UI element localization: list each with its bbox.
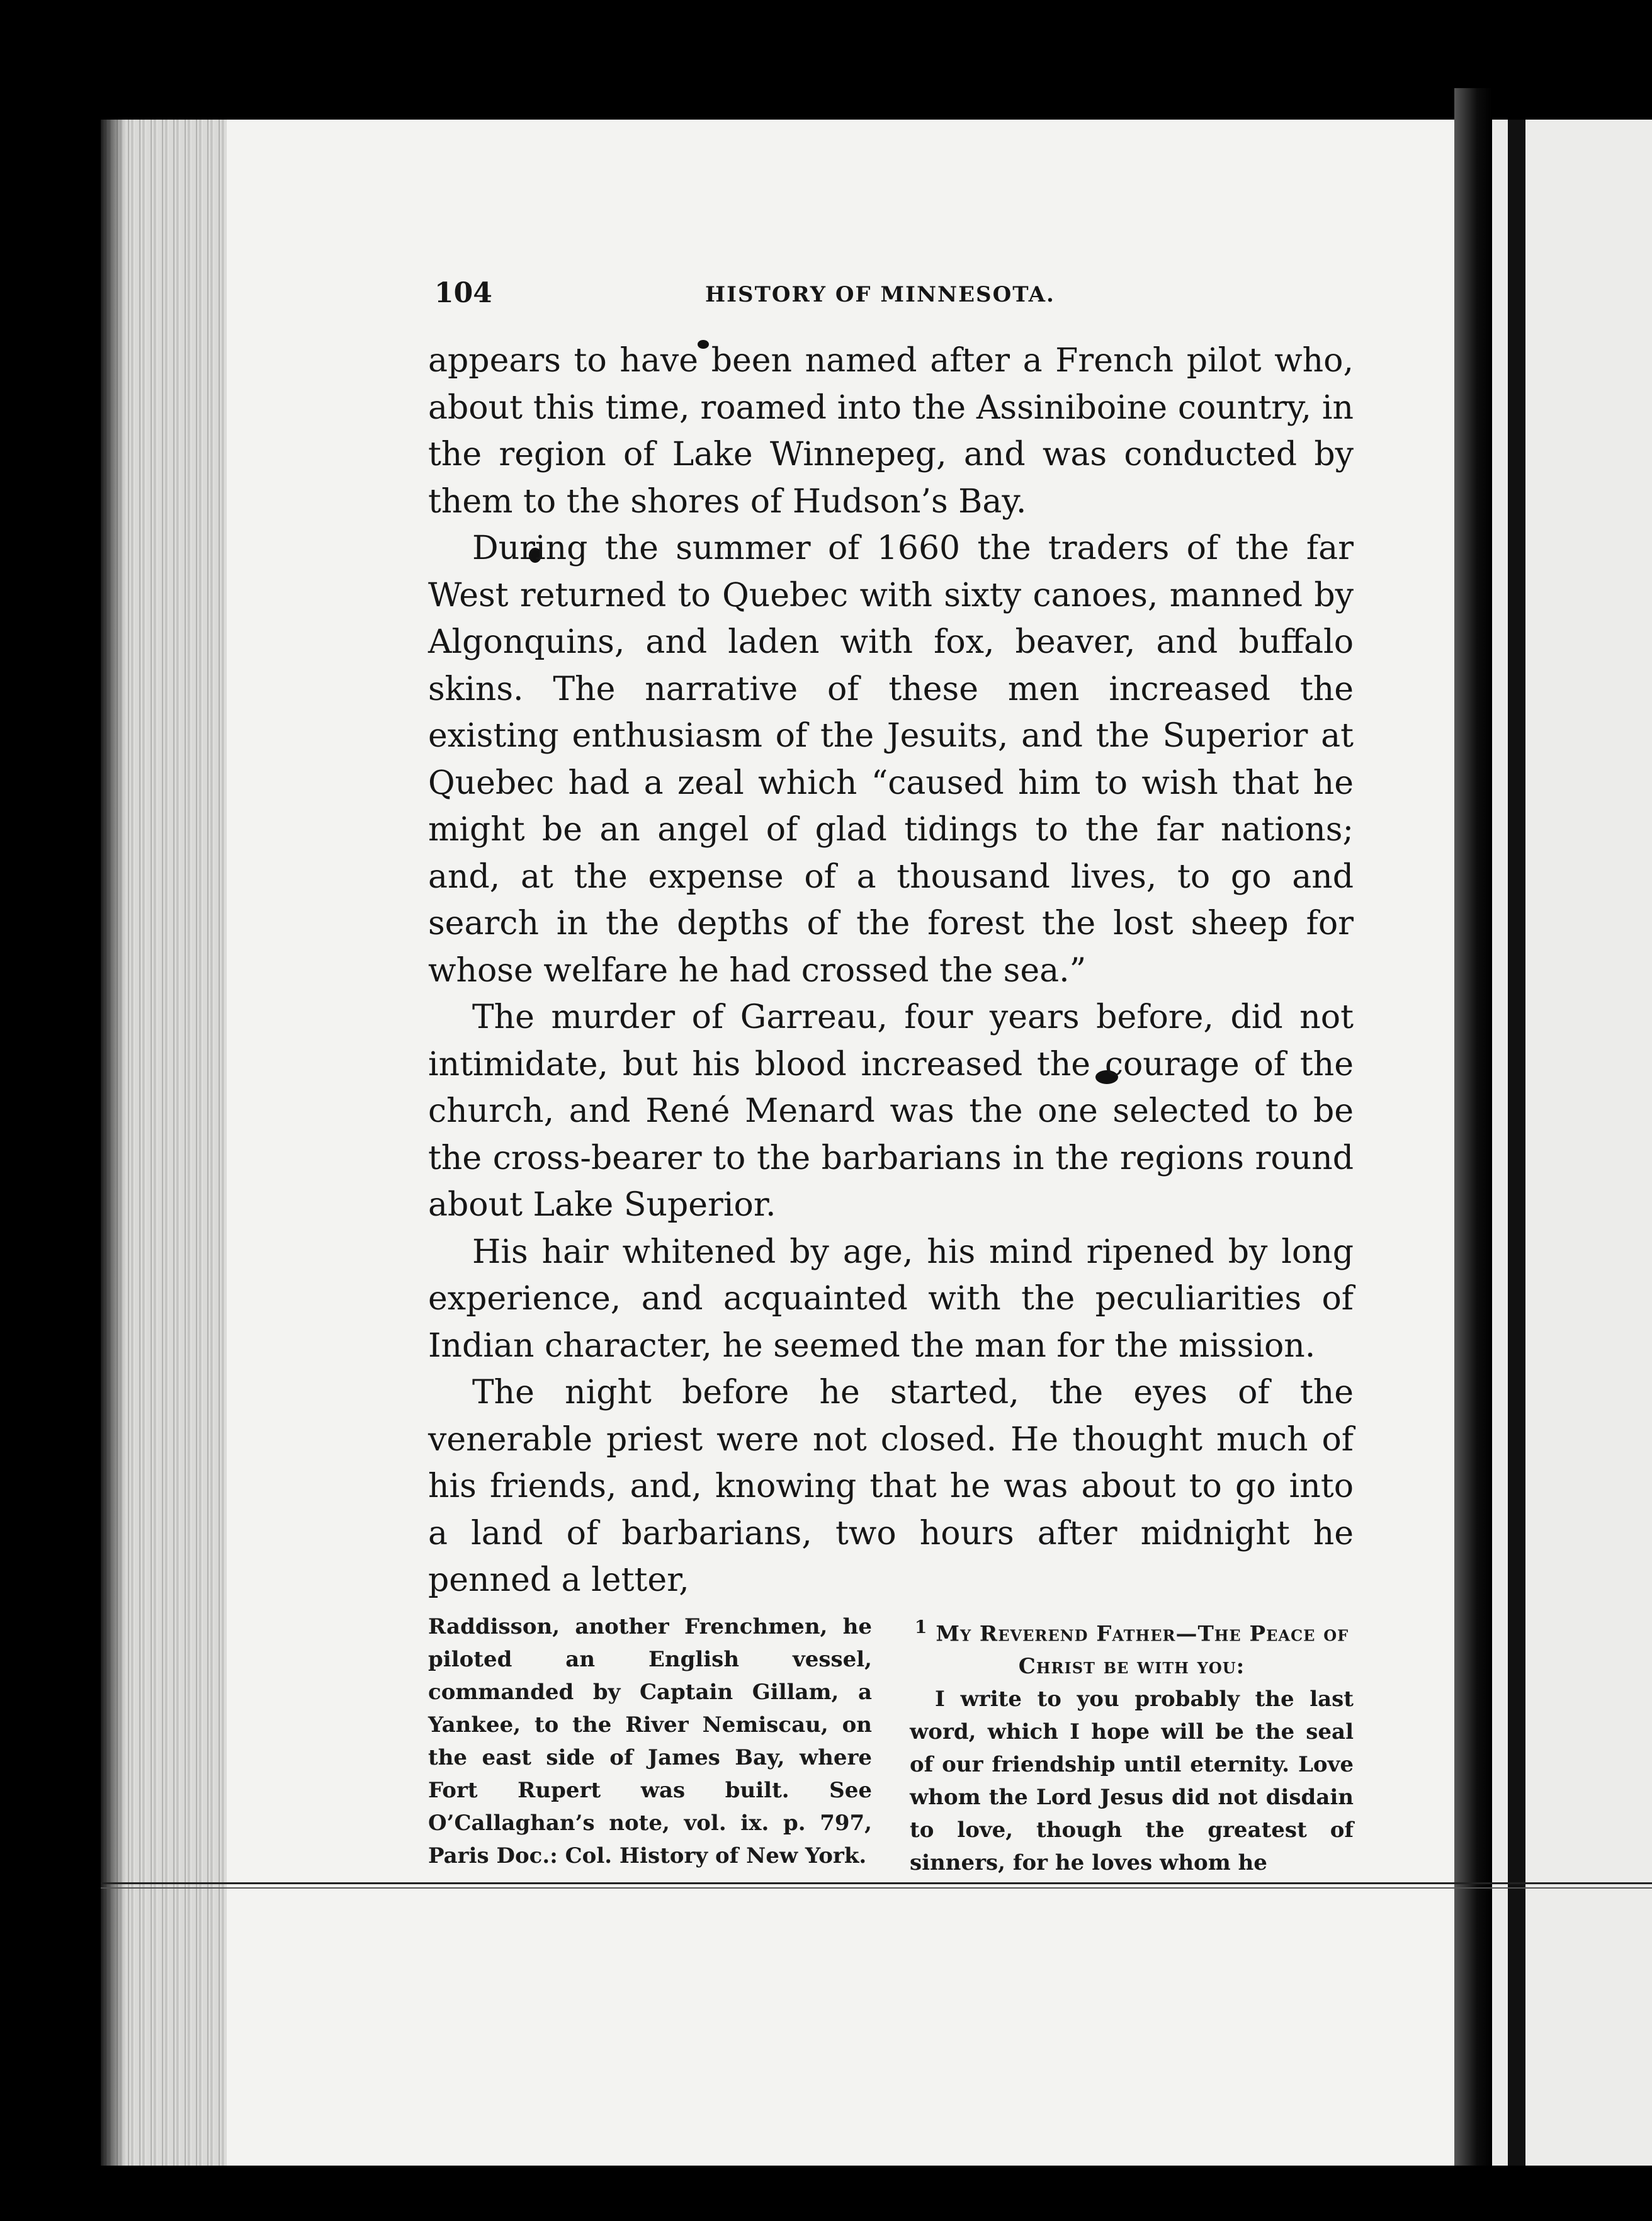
running-title: HISTORY OF MINNESOTA. <box>705 282 1055 307</box>
footnote-right-heading <box>910 1610 1354 1683</box>
body-text <box>428 337 1354 1604</box>
binding-gutter <box>1454 88 1492 2166</box>
paragraph: The night before he started, the eyes of the venerable priest were not closed. He thought much of his friends, and, knowing that he was about to go into a land of barbarians, two hours after midnight he penned a letter, <box>428 1374 1354 1599</box>
paragraph: appears to have been named after a French pilot who, about this time, roamed into the Assiniboine country, in the region of Lake Winnepeg, and was conducted by them to the shores of Hudson’s Bay. <box>428 342 1354 521</box>
crop-line-secondary <box>101 1887 1652 1889</box>
footnote-right <box>910 1610 1354 1879</box>
footnote-right-text: I write to you probably the last word, which I hope will be the seal of our friendship until eternity. Love whom the Lord Jesus did not disdain to love, though the greatest of sinners, for he loves whom he <box>910 1687 1354 1876</box>
page-header <box>428 277 1354 334</box>
footnote-left-text: Raddisson, another Frenchmen, he piloted an English vessel, commanded by Captain Gillam, a Yankee, to the River Nemiscau, on the east side of James Bay, where Fort Rupert was built. See O’Callaghan’s note, vol. ix. p. 797, Paris Doc.: Col. History of New York. <box>428 1614 872 1868</box>
footnotes <box>428 1610 1354 1879</box>
paragraph: His hair whitened by age, his mind ripened by long experience, and acquainted with the peculiarities of Indian character, he seemed the man for the mission. <box>428 1233 1354 1365</box>
facing-page-shadow <box>1508 120 1525 2166</box>
crop-line <box>101 1882 1652 1884</box>
footnote-heading-text: My Reverend Father—The Peace of Christ be with you: <box>936 1621 1349 1680</box>
page-content <box>428 277 1354 1876</box>
page-number: 104 <box>434 277 492 309</box>
paragraph: The murder of Garreau, four years before, did not intimidate, but his blood increased the courage of the church, and René Menard was the one selected to be the cross-bearer to the barbarians in the regions round about Lake Superior. <box>428 998 1354 1224</box>
paragraph: During the summer of 1660 the traders of the far West returned to Quebec with sixty canoes, manned by Algonquins, and laden with fox, beaver, and buffalo skins. The narrative of these men increased the existing enthusiasm of the Jesuits, and the Superior at Quebec had a zeal which “caused him to wish that he might be an angel of glad tidings to the far nations; and, at the expense of a thousand lives, to go and search in the depths of the forest the lost sheep for whose welfare he had crossed the sea.” <box>428 529 1354 990</box>
footnote-marker: 1 <box>914 1616 928 1637</box>
footnote-left <box>428 1610 872 1879</box>
edge-shadow <box>101 120 126 2166</box>
